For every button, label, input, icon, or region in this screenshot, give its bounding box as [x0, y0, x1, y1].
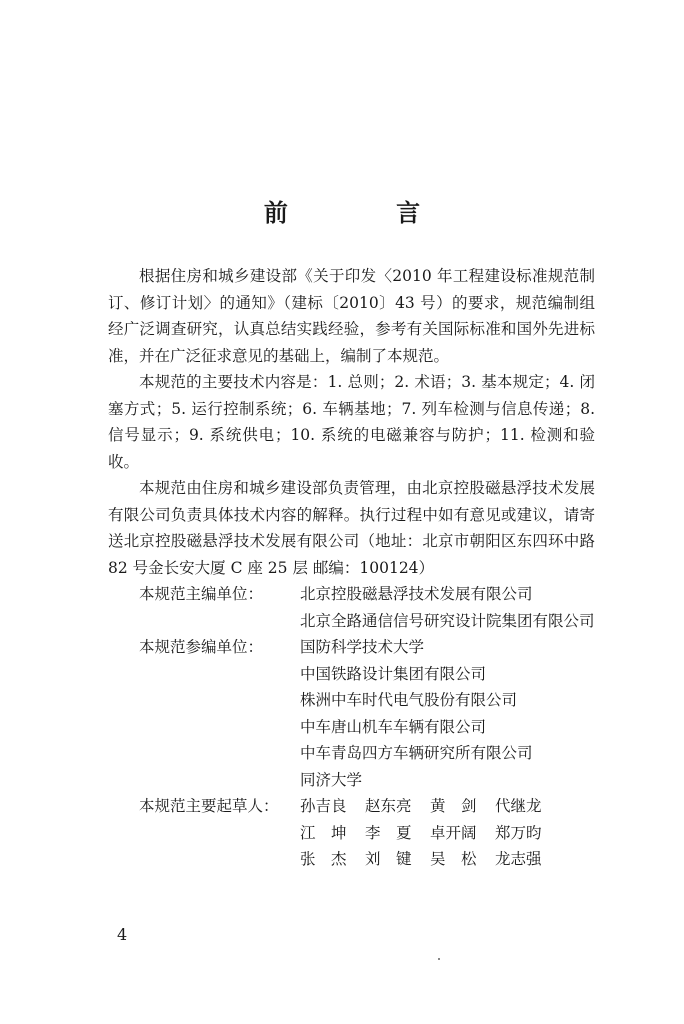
- drafters-list: [300, 793, 560, 873]
- drafter-name: 孙吉良: [300, 797, 347, 815]
- drafter-name: 吴 松: [430, 850, 477, 868]
- paragraph-basis: 根据住房和城乡建设部《关于印发〈2010 年工程建设标准规范制订、修订计划〉的通知》（建标〔2010〕43 号）的要求，规范编制组经广泛调查研究，认真总结实践经验，参考有关国际标准和国外先进标准，并在广泛征求意见的基础上，编制了本规范。: [108, 267, 595, 365]
- paragraph-contents: 本规范的主要技术内容是：1. 总则；2. 术语；3. 基本规定；4. 闭塞方式；5. 运行控制系统；6. 车辆基地；7. 列车检测与信息传递；8. 信号显示；9. 系统供电；10. 系统的电磁兼容与防护；11. 检测和验收。: [108, 373, 595, 471]
- drafter-name: 江 坤: [300, 823, 347, 842]
- participating-unit: 中车唐山机车车辆有限公司: [300, 717, 487, 736]
- drafters-label: 本规范主要起草人：: [139, 797, 279, 815]
- drafter-name: 赵东亮: [365, 797, 412, 815]
- drafter-name: 刘 键: [365, 850, 412, 868]
- chief-editor-section: [108, 581, 595, 634]
- preface-body: [108, 263, 595, 873]
- chief-editor-label: 本规范主编单位：: [139, 585, 264, 603]
- scan-speck: [438, 958, 440, 960]
- participating-unit: 国防科学技术大学: [300, 638, 425, 656]
- participating-section: [108, 634, 595, 793]
- participating-label: 本规范参编单位：: [139, 638, 264, 656]
- drafter-name: 张 杰: [300, 850, 347, 868]
- drafter-name: 黄 剑: [430, 797, 477, 815]
- drafter-name: 代继龙: [495, 797, 542, 815]
- participating-unit: 中国铁路设计集团有限公司: [300, 664, 487, 683]
- paragraph-management: 本规范由住房和城乡建设部负责管理，由北京控股磁悬浮技术发展有限公司负责具体技术内容的解释。执行过程中如有意见或建议，请寄送北京控股磁悬浮技术发展有限公司（地址：北京市朝阳区东四环中路 82 号金长安大厦 C 座 25 层 邮编：100124）: [108, 479, 595, 577]
- chief-editor-list: [300, 581, 595, 634]
- drafter-name: 李 夏: [365, 823, 412, 842]
- participating-unit: 株洲中车时代电气股份有限公司: [300, 691, 518, 709]
- page-title: 前 言: [263, 198, 471, 227]
- chief-editor-unit: 北京控股磁悬浮技术发展有限公司: [300, 585, 533, 603]
- participating-unit: 同济大学: [300, 770, 363, 789]
- chief-editor-unit: 北京全路通信信号研究设计院集团有限公司: [300, 611, 595, 630]
- drafter-name: 郑万昀: [495, 823, 542, 842]
- participating-list: [300, 634, 595, 793]
- drafter-name: 龙志强: [495, 850, 542, 868]
- page-number: 4: [117, 925, 128, 944]
- participating-unit: 中车青岛四方车辆研究所有限公司: [300, 744, 533, 762]
- drafter-name: 卓开阔: [430, 823, 477, 842]
- drafters-section: [108, 793, 595, 873]
